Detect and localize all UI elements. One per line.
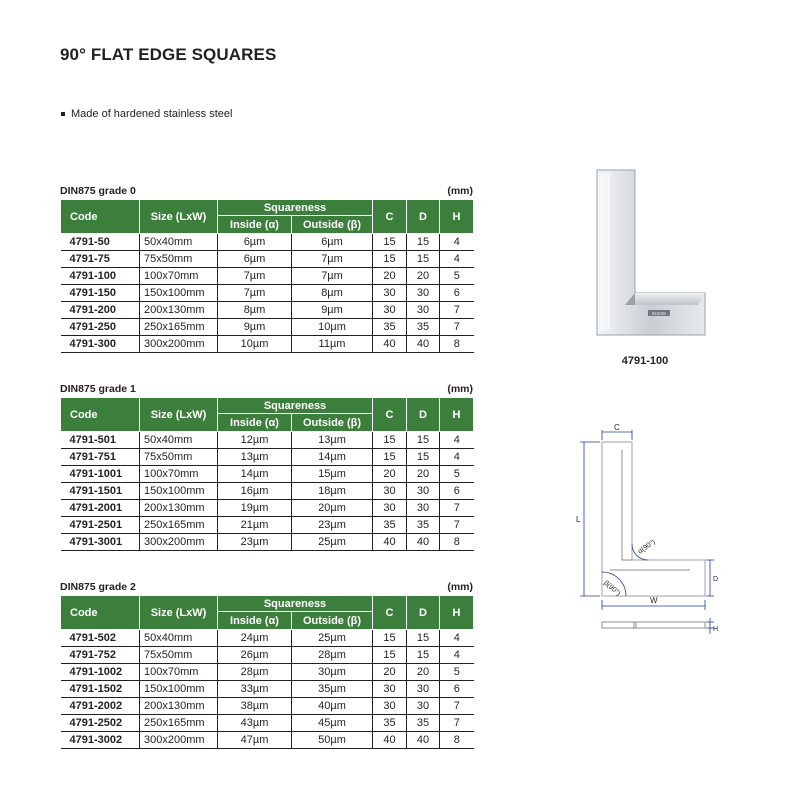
- unit-label: (mm): [447, 581, 473, 593]
- table-cell: 15: [373, 251, 407, 268]
- table-cell: 30: [407, 285, 440, 302]
- table-cell: 4791-1001: [61, 466, 140, 483]
- col-header-squareness: Squareness: [218, 200, 373, 216]
- photo-caption: 4791-100: [621, 355, 669, 367]
- table-cell: 4791-502: [61, 630, 140, 647]
- table-cell: 30: [407, 302, 440, 319]
- table-cell: 8: [440, 336, 474, 353]
- table-cell: 15: [407, 234, 440, 251]
- table-cell: 50µm: [292, 732, 373, 749]
- table-cell: 26µm: [218, 647, 292, 664]
- table-cell: 200x130mm: [140, 698, 218, 715]
- table-cell: 20: [407, 268, 440, 285]
- table-cell: 4791-100: [61, 268, 140, 285]
- table-cell: 4791-2002: [61, 698, 140, 715]
- table-row: [61, 715, 474, 732]
- table-row: [61, 534, 474, 551]
- col-header-c: C: [373, 398, 407, 432]
- table-cell: 150x100mm: [140, 483, 218, 500]
- table-row: [61, 432, 474, 449]
- table-cell: 15: [373, 449, 407, 466]
- diagram-label-w: W: [650, 596, 658, 605]
- table-cell: 4791-75: [61, 251, 140, 268]
- table-row: [61, 466, 474, 483]
- col-header-squareness: Squareness: [218, 398, 373, 414]
- table-cell: 24µm: [218, 630, 292, 647]
- section-heading: [60, 185, 473, 198]
- table-cell: 35: [373, 517, 407, 534]
- table-cell: 30: [373, 500, 407, 517]
- table-cell: 40: [407, 336, 440, 353]
- spec-table: [60, 595, 474, 749]
- table-cell: 100x70mm: [140, 664, 218, 681]
- section-title: DIN875 grade 0: [60, 185, 136, 197]
- spec-section-grade-2: [60, 581, 473, 749]
- table-cell: 14µm: [292, 449, 373, 466]
- col-header-inside: Inside (α): [218, 216, 292, 234]
- table-cell: 30: [407, 500, 440, 517]
- table-cell: 10µm: [292, 319, 373, 336]
- table-cell: 16µm: [218, 483, 292, 500]
- table-cell: 7µm: [218, 285, 292, 302]
- table-cell: 15: [407, 630, 440, 647]
- table-cell: 7µm: [292, 268, 373, 285]
- spec-table: [60, 199, 474, 353]
- table-cell: 8: [440, 534, 474, 551]
- unit-label: (mm): [447, 383, 473, 395]
- col-header-code: Code: [61, 398, 140, 432]
- table-cell: 40: [373, 732, 407, 749]
- table-cell: 4791-300: [61, 336, 140, 353]
- section-heading: [60, 383, 473, 396]
- table-cell: 21µm: [218, 517, 292, 534]
- table-cell: 300x200mm: [140, 336, 218, 353]
- table-cell: 33µm: [218, 681, 292, 698]
- table-row: [61, 681, 474, 698]
- table-cell: 19µm: [218, 500, 292, 517]
- col-header-inside: Inside (α): [218, 414, 292, 432]
- table-cell: 200x130mm: [140, 500, 218, 517]
- table-cell: 6: [440, 681, 474, 698]
- col-header-d: D: [407, 200, 440, 234]
- col-header-outside: Outside (β): [292, 612, 373, 630]
- table-row: [61, 732, 474, 749]
- table-row: [61, 234, 474, 251]
- table-cell: 15µm: [292, 466, 373, 483]
- table-cell: 200x130mm: [140, 302, 218, 319]
- table-cell: 4791-3002: [61, 732, 140, 749]
- table-cell: 8: [440, 732, 474, 749]
- col-header-size: Size (LxW): [140, 596, 218, 630]
- table-cell: 23µm: [292, 517, 373, 534]
- table-cell: 20: [407, 466, 440, 483]
- table-cell: 13µm: [218, 449, 292, 466]
- table-row: [61, 647, 474, 664]
- table-row: [61, 698, 474, 715]
- table-cell: 4: [440, 234, 474, 251]
- table-cell: 100x70mm: [140, 268, 218, 285]
- col-header-code: Code: [61, 200, 140, 234]
- table-cell: 30: [373, 302, 407, 319]
- table-cell: 9µm: [218, 319, 292, 336]
- table-cell: 6µm: [292, 234, 373, 251]
- col-header-size: Size (LxW): [140, 398, 218, 432]
- diagram-label-h: H: [713, 626, 719, 633]
- table-row: [61, 251, 474, 268]
- table-row: [61, 630, 474, 647]
- table-cell: 15: [407, 432, 440, 449]
- table-cell: 8µm: [218, 302, 292, 319]
- table-cell: 5: [440, 268, 474, 285]
- table-cell: 50x40mm: [140, 234, 218, 251]
- table-row: [61, 500, 474, 517]
- spec-section-grade-1: [60, 383, 473, 551]
- table-cell: 4791-250: [61, 319, 140, 336]
- section-heading: [60, 581, 473, 594]
- table-cell: 100x70mm: [140, 466, 218, 483]
- table-cell: 7: [440, 319, 474, 336]
- page-title: 90° FLAT EDGE SQUARES: [60, 45, 277, 64]
- table-cell: 30: [373, 681, 407, 698]
- diagram-label-beta: β(90°): [602, 579, 622, 598]
- table-cell: 15: [407, 251, 440, 268]
- table-cell: 40µm: [292, 698, 373, 715]
- col-header-outside: Outside (β): [292, 216, 373, 234]
- table-cell: 40: [373, 336, 407, 353]
- table-cell: 30: [407, 698, 440, 715]
- table-cell: 4791-1502: [61, 681, 140, 698]
- dimension-diagram: [570, 420, 730, 650]
- table-cell: 7µm: [292, 251, 373, 268]
- table-cell: 250x165mm: [140, 319, 218, 336]
- table-cell: 4791-501: [61, 432, 140, 449]
- table-cell: 75x50mm: [140, 647, 218, 664]
- table-cell: 4791-50: [61, 234, 140, 251]
- table-cell: 7µm: [218, 268, 292, 285]
- table-cell: 50x40mm: [140, 630, 218, 647]
- table-cell: 35: [373, 715, 407, 732]
- table-cell: 6: [440, 483, 474, 500]
- table-cell: 4791-150: [61, 285, 140, 302]
- feature-bullet: [61, 108, 232, 120]
- table-cell: 75x50mm: [140, 449, 218, 466]
- table-cell: 7: [440, 500, 474, 517]
- product-photo: [580, 165, 710, 345]
- table-cell: 6µm: [218, 234, 292, 251]
- table-row: [61, 268, 474, 285]
- table-cell: 35: [407, 517, 440, 534]
- table-cell: 50x40mm: [140, 432, 218, 449]
- table-cell: 40: [407, 534, 440, 551]
- table-cell: 4: [440, 449, 474, 466]
- table-cell: 20: [407, 664, 440, 681]
- table-cell: 23µm: [218, 534, 292, 551]
- table-cell: 45µm: [292, 715, 373, 732]
- col-header-c: C: [373, 200, 407, 234]
- table-cell: 13µm: [292, 432, 373, 449]
- table-cell: 43µm: [218, 715, 292, 732]
- table-cell: 38µm: [218, 698, 292, 715]
- bullet-square-icon: [61, 112, 65, 116]
- table-row: [61, 664, 474, 681]
- diagram-label-d: D: [713, 576, 719, 583]
- table-cell: 28µm: [218, 664, 292, 681]
- table-cell: 20: [373, 268, 407, 285]
- table-cell: 28µm: [292, 647, 373, 664]
- table-cell: 4791-1002: [61, 664, 140, 681]
- table-cell: 8µm: [292, 285, 373, 302]
- table-cell: 150x100mm: [140, 681, 218, 698]
- table-row: [61, 285, 474, 302]
- col-header-code: Code: [61, 596, 140, 630]
- col-header-h: H: [440, 200, 474, 234]
- table-cell: 7: [440, 715, 474, 732]
- table-cell: 35: [373, 319, 407, 336]
- table-cell: 15: [373, 630, 407, 647]
- table-cell: 30: [407, 681, 440, 698]
- table-cell: 5: [440, 466, 474, 483]
- diagram-label-c: C: [614, 423, 620, 432]
- table-cell: 40: [373, 534, 407, 551]
- table-cell: 4: [440, 251, 474, 268]
- diagram-label-l: L: [576, 515, 581, 524]
- col-header-c: C: [373, 596, 407, 630]
- table-cell: 10µm: [218, 336, 292, 353]
- spec-table: [60, 397, 474, 551]
- table-cell: 40: [407, 732, 440, 749]
- table-cell: 4791-3001: [61, 534, 140, 551]
- table-cell: 15: [373, 234, 407, 251]
- table-cell: 30µm: [292, 664, 373, 681]
- table-cell: 7: [440, 698, 474, 715]
- col-header-h: H: [440, 596, 474, 630]
- table-cell: 12µm: [218, 432, 292, 449]
- table-cell: 30: [373, 285, 407, 302]
- table-cell: 7: [440, 517, 474, 534]
- table-cell: 6: [440, 285, 474, 302]
- photo-stamp: INSIZE: [651, 311, 667, 316]
- table-cell: 4: [440, 432, 474, 449]
- table-cell: 300x200mm: [140, 534, 218, 551]
- table-row: [61, 336, 474, 353]
- table-cell: 15: [373, 647, 407, 664]
- table-cell: 15: [407, 647, 440, 664]
- col-header-d: D: [407, 398, 440, 432]
- table-cell: 4: [440, 630, 474, 647]
- table-cell: 4791-752: [61, 647, 140, 664]
- unit-label: (mm): [447, 185, 473, 197]
- table-cell: 15: [407, 449, 440, 466]
- table-cell: 6µm: [218, 251, 292, 268]
- table-cell: 30: [373, 698, 407, 715]
- table-cell: 4791-200: [61, 302, 140, 319]
- feature-text: Made of hardened stainless steel: [71, 108, 233, 120]
- table-cell: 75x50mm: [140, 251, 218, 268]
- col-header-d: D: [407, 596, 440, 630]
- table-cell: 20µm: [292, 500, 373, 517]
- table-row: [61, 483, 474, 500]
- table-cell: 14µm: [218, 466, 292, 483]
- table-cell: 4791-751: [61, 449, 140, 466]
- table-cell: 7: [440, 302, 474, 319]
- col-header-inside: Inside (α): [218, 612, 292, 630]
- table-cell: 47µm: [218, 732, 292, 749]
- table-cell: 9µm: [292, 302, 373, 319]
- table-cell: 30: [407, 483, 440, 500]
- table-cell: 250x165mm: [140, 715, 218, 732]
- table-cell: 15: [373, 432, 407, 449]
- table-row: [61, 319, 474, 336]
- table-cell: 35µm: [292, 681, 373, 698]
- table-cell: 25µm: [292, 630, 373, 647]
- table-cell: 300x200mm: [140, 732, 218, 749]
- table-row: [61, 449, 474, 466]
- table-cell: 4: [440, 647, 474, 664]
- table-cell: 35: [407, 319, 440, 336]
- table-cell: 4791-2501: [61, 517, 140, 534]
- table-cell: 5: [440, 664, 474, 681]
- diagram-label-alpha: α(90°): [637, 538, 657, 556]
- table-cell: 4791-1501: [61, 483, 140, 500]
- table-cell: 250x165mm: [140, 517, 218, 534]
- table-cell: 4791-2001: [61, 500, 140, 517]
- table-cell: 20: [373, 466, 407, 483]
- table-row: [61, 517, 474, 534]
- section-title: DIN875 grade 1: [60, 383, 136, 395]
- table-cell: 30: [373, 483, 407, 500]
- table-cell: 4791-2502: [61, 715, 140, 732]
- col-header-size: Size (LxW): [140, 200, 218, 234]
- table-cell: 25µm: [292, 534, 373, 551]
- table-cell: 18µm: [292, 483, 373, 500]
- table-row: [61, 302, 474, 319]
- col-header-h: H: [440, 398, 474, 432]
- table-cell: 35: [407, 715, 440, 732]
- table-cell: 20: [373, 664, 407, 681]
- section-title: DIN875 grade 2: [60, 581, 136, 593]
- table-cell: 150x100mm: [140, 285, 218, 302]
- spec-section-grade-0: [60, 185, 473, 353]
- col-header-outside: Outside (β): [292, 414, 373, 432]
- table-cell: 11µm: [292, 336, 373, 353]
- col-header-squareness: Squareness: [218, 596, 373, 612]
